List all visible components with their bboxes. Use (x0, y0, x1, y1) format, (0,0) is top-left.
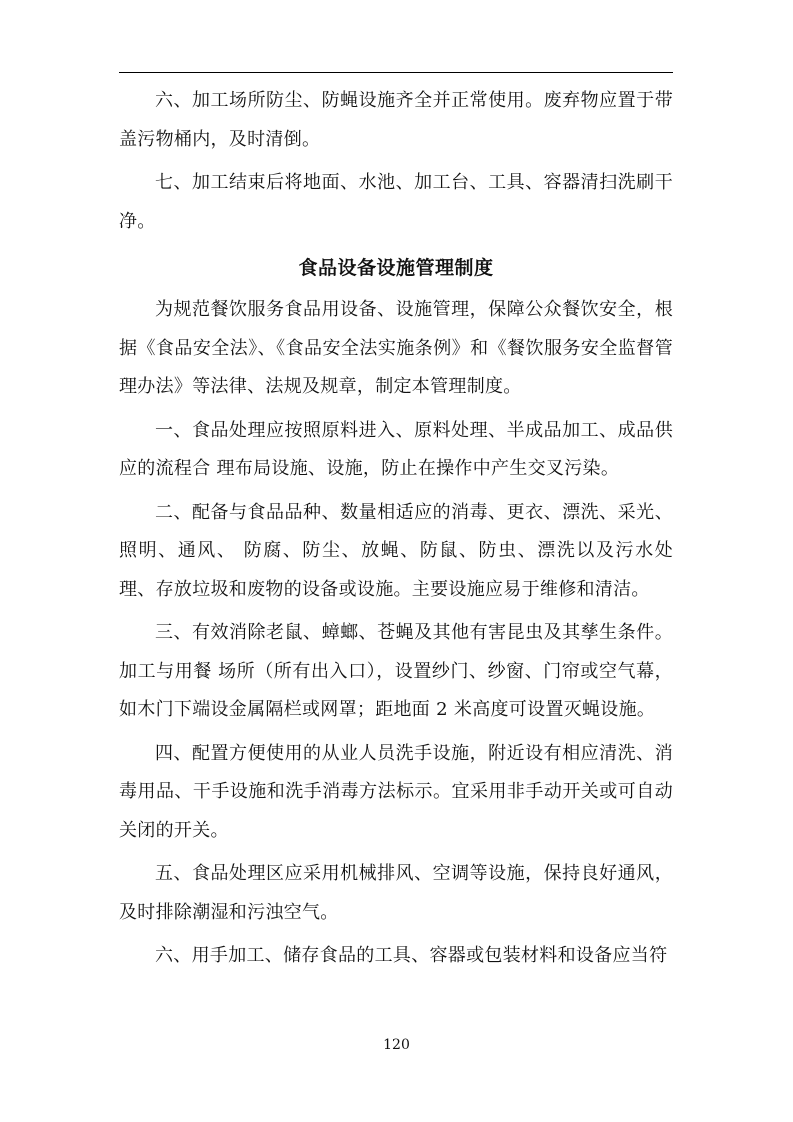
paragraph-six: 六、用手加工、储存食品的工具、容器或包装材料和设备应当符 (155, 945, 668, 966)
document-body (119, 82, 673, 976)
paragraph-five: 五、食品处理区应采用机械排风、空调等设施，保持良好通风，及时排除潮湿和污浊空气。 (119, 863, 673, 923)
header-rule (119, 72, 673, 73)
section-title: 食品设备设施管理制度 (298, 257, 494, 279)
paragraph-seven-prev: 七、加工结束后将地面、水池、加工台、工具、容器清扫洗刷干净。 (119, 172, 673, 232)
paragraph-two: 二、配备与食品品种、数量相适应的消毒、更衣、漂洗、采光、照明、通风、 防腐、防尘、放蝇、防鼠、防虫、漂洗以及污水处理、存放垃圾和废物的设备或设施。主要设施应易于维修和清洁。 (119, 501, 673, 600)
paragraph-three: 三、有效消除老鼠、蟑螂、苍蝇及其他有害昆虫及其孳生条件。加工与用餐 场所（所有出入口），设置纱门、纱窗、门帘或空气幕，如木门下端设金属隔栏或网罩；距地面 2 米高度可设置灭蝇设施。 (119, 622, 673, 720)
page-number: 120 (383, 1037, 410, 1053)
paragraph-four: 四、配置方便使用的从业人员洗手设施，附近设有相应清洗、消毒用品、干手设施和洗手消毒方法标示。宜采用非手动开关或可自动关闭的开关。 (119, 742, 673, 841)
paragraph-intro: 为规范餐饮服务食品用设备、设施管理，保障公众餐饮安全，根据《食品安全法》、《食品安全法实施条例》和《餐饮服务安全监督管理办法》等法律、法规及规章，制定本管理制度。 (119, 299, 673, 397)
paragraph-six-prev: 六、加工场所防尘、防蝇设施齐全并正常使用。废弃物应置于带盖污物桶内，及时清倒。 (119, 90, 673, 150)
paragraph-one: 一、食品处理应按照原料进入、原料处理、半成品加工、成品供应的流程合 理布局设施、设施，防止在操作中产生交叉污染。 (119, 419, 673, 479)
